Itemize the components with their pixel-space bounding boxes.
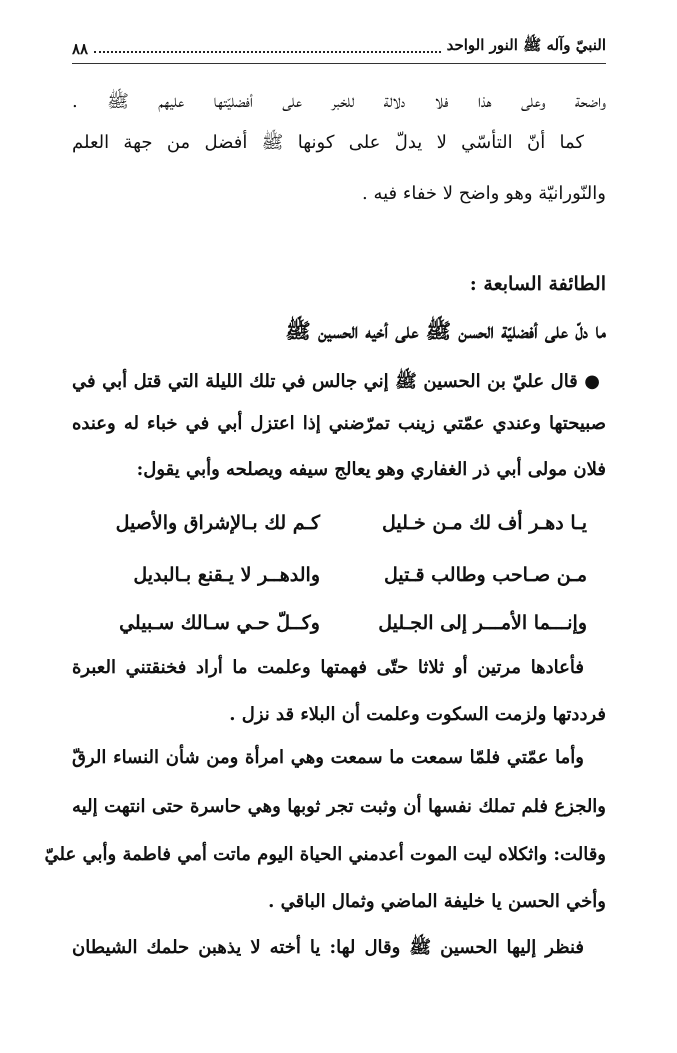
verse-hemistich-1: مـن صـاحب وطالب قـتيل [384,564,587,586]
narration-line: فأعادها مرتين أو ثلاثا حتّى فهمتها وعلمت ما أراد فخنقتني العبرة [72,657,584,678]
header-title: النبيّ وآله ﷺ النور الواحد [446,36,606,54]
header-rule [72,63,606,64]
verse-hemistich-1: وإنـــما الأمـــر إلى الجـليل [378,612,587,634]
verse-hemistich-2: كـم لك بـالإشراق والأصيل [115,512,320,534]
section-heading: الطائفة السابعة : [469,273,606,295]
text-line: والنّورانيّة وهو واضح لا خفاء فيه . [362,183,606,204]
narration-line: والجزع فلم تملك نفسها أن وثبت تجر ثوبها وهي حاسرة حتى انتهت إليه [72,796,606,817]
verse-hemistich-1: يـا دهـر أف لك مـن خـليل [382,512,587,534]
verse-hemistich-2: والدهــر لا يـقنع بـالبديل [133,564,320,586]
narration-line: وقالت: واثكلاه ليت الموت أعدمني الحياة اليوم ماتت أمي فاطمة وأبي عليّ [44,844,606,865]
narration-line: ● قال عليّ بن الحسين ﷺ إني جالس في تلك الليلة التي قتل أبي في [72,371,600,392]
text-line: واضحة وعلى هذا فلا دلالة للخبر على أفضليّتها عليهم ﷺ . [72,91,606,112]
narration-line: صبيحتها وعندي عمّتي زينب تمرّضني إذا اعتزل أبي في خباء له وعنده [72,413,606,434]
verse-hemistich-2: وكــلّ حـي سـالك سـبيلي [119,612,320,634]
header-dot-leader [94,51,440,53]
narration-line: فرددتها ولزمت السكوت وعلمت أن البلاء قد نزل . [229,704,606,725]
page-number: ٨٨ [72,40,89,58]
narration-line: وأخي الحسن يا خليفة الماضي وثمال الباقي . [268,891,606,912]
paragraph-start: كما أنّ التأسّي لا يدلّ على كونها ﷺ أفضل من جهة العلم [72,132,584,153]
narration-line: فلان مولى أبي ذر الغفاري وهو يعالج سيفه ويصلحه وأبي يقول: [136,459,606,480]
section-subheading: ما دلّ على أفضليّة الحسن ﷺ على أخيه الحسين ﷺ [285,318,606,343]
narration-line: وأما عمّتي فلمّا سمعت ما سمعت وهي امرأة ومن شأن النساء الرقّ [72,747,584,768]
running-header [72,34,606,58]
narration-line: فنظر إليها الحسين ﷺ وقال لها: يا أخته لا يذهبن حلمك الشيطان [72,937,584,958]
